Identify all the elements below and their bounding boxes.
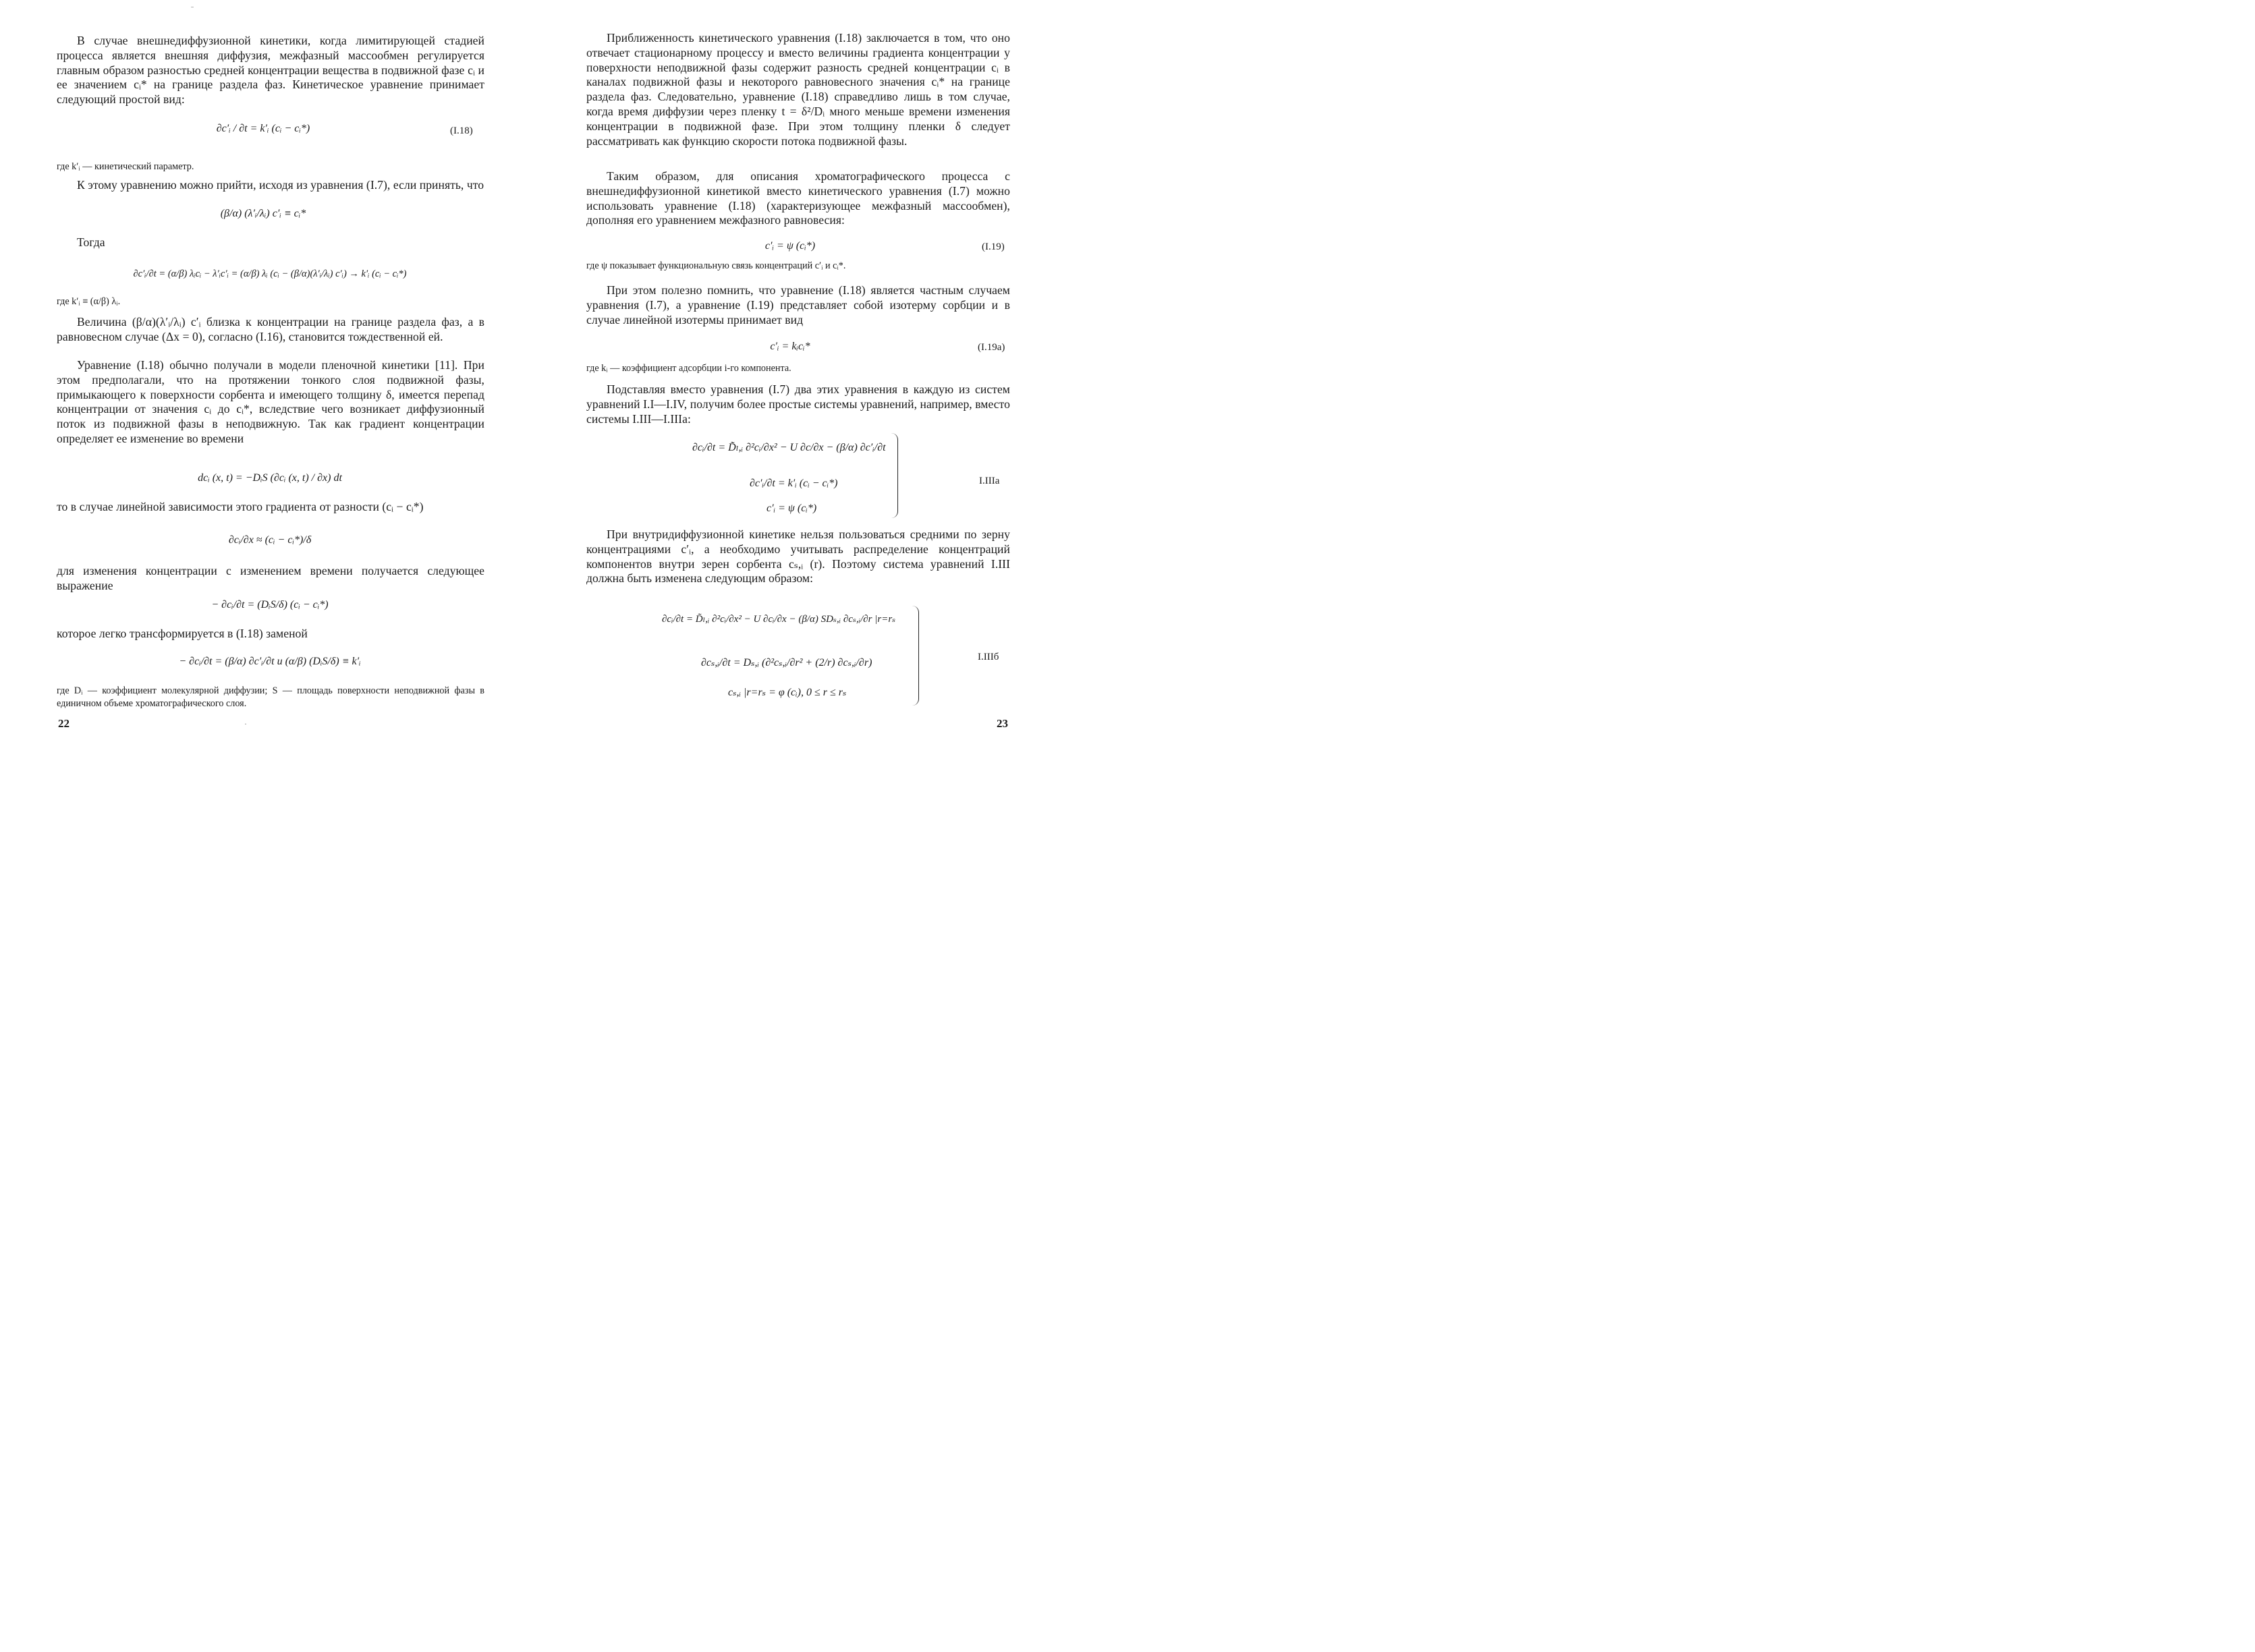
system-b-label: I.IIIб	[978, 652, 999, 662]
left-then: Тогда	[77, 235, 105, 249]
right-note-2: где kᵢ — коэффициент адсорбции i-го компонента.	[586, 363, 791, 374]
system-a-line-3: c′ᵢ = ψ (cᵢ*)	[767, 503, 817, 514]
system-b-brace	[912, 606, 919, 706]
left-page: ˉ В случае внешнедиффузионной кинетики, когда лимитирующей стадией процесса является внешняя диффузия, межфазный массообмен регулируется главным образом разностью средней концентрации вещества в подвижной фазе cᵢ и ее значением cᵢ* на границе раздела фаз. Кинетическое уравнение принимает следующий простой вид: ∂c′ᵢ / ∂t = k′ᵢ (cᵢ − cᵢ*) (I.18) где k′ᵢ — кинетический параметр. К этому уравнению можно прийти, исходя из уравнения (I.7), если принять, что (β/α) (λ′ᵢ/λᵢ) c′ᵢ ≡ cᵢ* Тогда ∂c′ᵢ/∂t = (α/β) λᵢcᵢ − λ′ᵢc′ᵢ = (α/β) λᵢ (cᵢ − (β/α)(λ′ᵢ/λᵢ) c′ᵢ) → k′ᵢ (cᵢ − cᵢ*) где k′ᵢ ≡ (α/β) λᵢ. Величина (β/α)(λ′ᵢ/λᵢ) c′ᵢ близка к концентрации на границе раздела фаз, а в равновесном случае (Δx = 0), согласно (I.16), становится тождественной ей. Уравнение (I.18) обычно получали в модели пленочной кинетики [11]. При этом предполагали, что на протяжении тонкого слоя подвижной фазы, примыкающего к поверхности сорбента и имеющего толщину δ, имеется перепад концентрации от значения cᵢ до cᵢ*, вследствие чего возникает диффузионный поток из подвижной фазы в неподвижную. Так как градиент концентрации определяет ее изменение во времени dcᵢ (x, t) = −DᵢS (∂cᵢ (x, t) / ∂x) dt то в случае линейной зависимости этого градиента от разности (cᵢ − cᵢ*) ∂cᵢ/∂x ≈ (cᵢ − cᵢ*)/δ для изменения концентрации с изменением времени получается следующее выражение − ∂cᵢ/∂t = (DᵢS/δ) (cᵢ − cᵢ*) которое легко трансформируется в (I.18) заменой − ∂cᵢ/∂t = (β/α) ∂c′ᵢ/∂t и (α/β) (DᵢS/δ) ≡ k′ᵢ где Dᵢ — коэффициент молекулярной диффузии; S — площадь поверхности неподвижной фазы в единичном объеме хроматографического слоя. 22 ·	[57, 4, 484, 730]
right-paragraph-5: При внутридиффузионной кинетике нельзя пользоваться средними по зерну концентрациями c′ᵢ, а необходимо учитывать распределение концентраций компонентов внутри зерен сорбента cₛ,ᵢ (r). Поэтому система уравнений I.III должна быть изменена следующим образом:	[586, 528, 1010, 586]
equation-then: ∂c′ᵢ/∂t = (α/β) λᵢcᵢ − λ′ᵢc′ᵢ = (α/β) λᵢ (cᵢ − (β/α)(λ′ᵢ/λᵢ) c′ᵢ) → k′ᵢ (cᵢ − cᵢ*)	[133, 268, 407, 279]
equation-time: − ∂cᵢ/∂t = (DᵢS/δ) (cᵢ − cᵢ*)	[211, 599, 329, 610]
system-b-line-3: cₛ,ᵢ |r=rₛ = φ (cᵢ), 0 ≤ r ≤ rₛ	[728, 687, 847, 698]
left-paragraph-3: Величина (β/α)(λ′ᵢ/λᵢ) c′ᵢ близка к концентрации на границе раздела фаз, а в равновесном случае (Δx = 0), согласно (I.16), становится тождественной ей.	[57, 315, 484, 343]
right-note-1: где ψ показывает функциональную связь концентраций c′ᵢ и cᵢ*.	[586, 260, 846, 271]
equation-substitution: − ∂cᵢ/∂t = (β/α) ∂c′ᵢ/∂t и (α/β) (DᵢS/δ) ≡ k′ᵢ	[179, 656, 361, 667]
left-paragraph-6: для изменения концентрации с изменением времени получается следующее выражение	[57, 564, 484, 592]
left-paragraph-5: то в случае линейной зависимости этого градиента от разности (cᵢ − cᵢ*)	[57, 500, 424, 513]
left-paragraph-7: которое легко трансформируется в (I.18) заменой	[57, 627, 308, 640]
right-paragraph-4: Подставляя вместо уравнения (I.7) два этих уравнения в каждую из систем уравнений I.I—I.IV, получим более простые системы уравнений, например, вместо системы I.III—I.IIIa:	[586, 382, 1010, 426]
left-note-1: где k′ᵢ — кинетический параметр.	[57, 161, 194, 172]
right-page	[520, 0, 1040, 762]
equation-i18-number: (I.18)	[450, 125, 473, 136]
system-a-line-1: ∂cᵢ/∂t = D̃ₗ,ᵢ ∂²cᵢ/∂x² − U ∂c/∂x − (β/α) ∂c′ᵢ/∂t	[692, 442, 886, 453]
equation-condition: (β/α) (λ′ᵢ/λᵢ) c′ᵢ ≡ cᵢ*	[220, 208, 306, 219]
left-note-3: где Dᵢ — коэффициент молекулярной диффузии; S — площадь поверхности неподвижной фазы в единичном объеме хроматографического слоя.	[57, 685, 484, 709]
system-a-line-2: ∂c′ᵢ/∂t = k′ᵢ (cᵢ − cᵢ*)	[750, 478, 838, 489]
equation-i18: ∂c′ᵢ / ∂t = k′ᵢ (cᵢ − cᵢ*)	[216, 123, 310, 134]
page-number-right: 23	[997, 717, 1008, 730]
equation-flux: dcᵢ (x, t) = −DᵢS (∂cᵢ (x, t) / ∂x) dt	[198, 472, 342, 484]
right-paragraph-3: При этом полезно помнить, что уравнение (I.18) является частным случаем уравнения (I.7), а уравнение (I.19) представляет собой изотерму сорбции и в случае линейной изотермы принимает вид	[586, 283, 1010, 326]
equation-i19-number: (I.19)	[982, 241, 1005, 252]
left-paragraph-4: Уравнение (I.18) обычно получали в модели пленочной кинетики [11]. При этом предполагали, что на протяжении тонкого слоя подвижной фазы, примыкающего к поверхности сорбента и имеющего толщину δ, имеется перепад концентрации от значения cᵢ до cᵢ*, вследствие чего возникает диффузионный поток из подвижной фазы в неподвижную. Так как градиент концентрации определяет ее изменение во времени	[57, 358, 484, 445]
equation-i19: c′ᵢ = ψ (cᵢ*)	[764, 240, 816, 252]
right-paragraph-2: Таким образом, для описания хроматографического процесса с внешнедиффузионной кинетикой вместо кинетического уравнения (I.7) можно использовать уравнение (I.18) (характеризующее межфазный массообмен), дополняя его уравнением межфазного равновесия:	[586, 169, 1010, 227]
equation-i19a-number: (I.19a)	[978, 342, 1005, 353]
equation-i19a: c′ᵢ = kᵢcᵢ*	[770, 341, 810, 352]
system-b-line-1: ∂cᵢ/∂t = D̃ₗ,ᵢ ∂²cᵢ/∂x² − U ∂cᵢ/∂x − (β/α) SDₛ,ᵢ ∂cₛ,ᵢ/∂r |r=rₛ	[662, 614, 896, 625]
system-a-label: I.IIIa	[979, 476, 1000, 486]
system-a-brace	[891, 433, 898, 518]
left-note-2: где k′ᵢ ≡ (α/β) λᵢ.	[57, 296, 121, 307]
system-b-line-2: ∂cₛ,ᵢ/∂t = Dₛ,ᵢ (∂²cₛ,ᵢ/∂r² + (2/r) ∂cₛ,ᵢ/∂r)	[701, 657, 872, 668]
right-paragraph-1: Приближенность кинетического уравнения (I.18) заключается в том, что оно отвечает стационарному процессу и вместо величины градиента концентрации у поверхности неподвижной фазы содержит разность средней концентрации cᵢ в каналах подвижной фазы и некоторого равновесного значения cᵢ* на границе раздела фаз. Следовательно, уравнение (I.18) справедливо лишь в том случае, когда время диффузии через пленку t = δ²/Dᵢ много меньше времени изменения концентрации в подвижной фазе. При этом толщину пленки δ следует рассматривать как функцию скорости потока подвижной фазы.	[586, 31, 1010, 148]
left-paragraph-1: В случае внешнедиффузионной кинетики, когда лимитирующей стадией процесса является внешняя диффузия, межфазный массообмен регулируется главным образом разностью средней концентрации вещества в подвижной фазе cᵢ и ее значением cᵢ* на границе раздела фаз. Кинетическое уравнение принимает следующий простой вид:	[57, 34, 484, 107]
page-number-left: 22	[58, 717, 69, 730]
equation-gradient: ∂cᵢ/∂x ≈ (cᵢ − cᵢ*)/δ	[228, 534, 312, 546]
left-paragraph-2: К этому уравнению можно прийти, исходя из уравнения (I.7), если принять, что	[77, 178, 484, 192]
